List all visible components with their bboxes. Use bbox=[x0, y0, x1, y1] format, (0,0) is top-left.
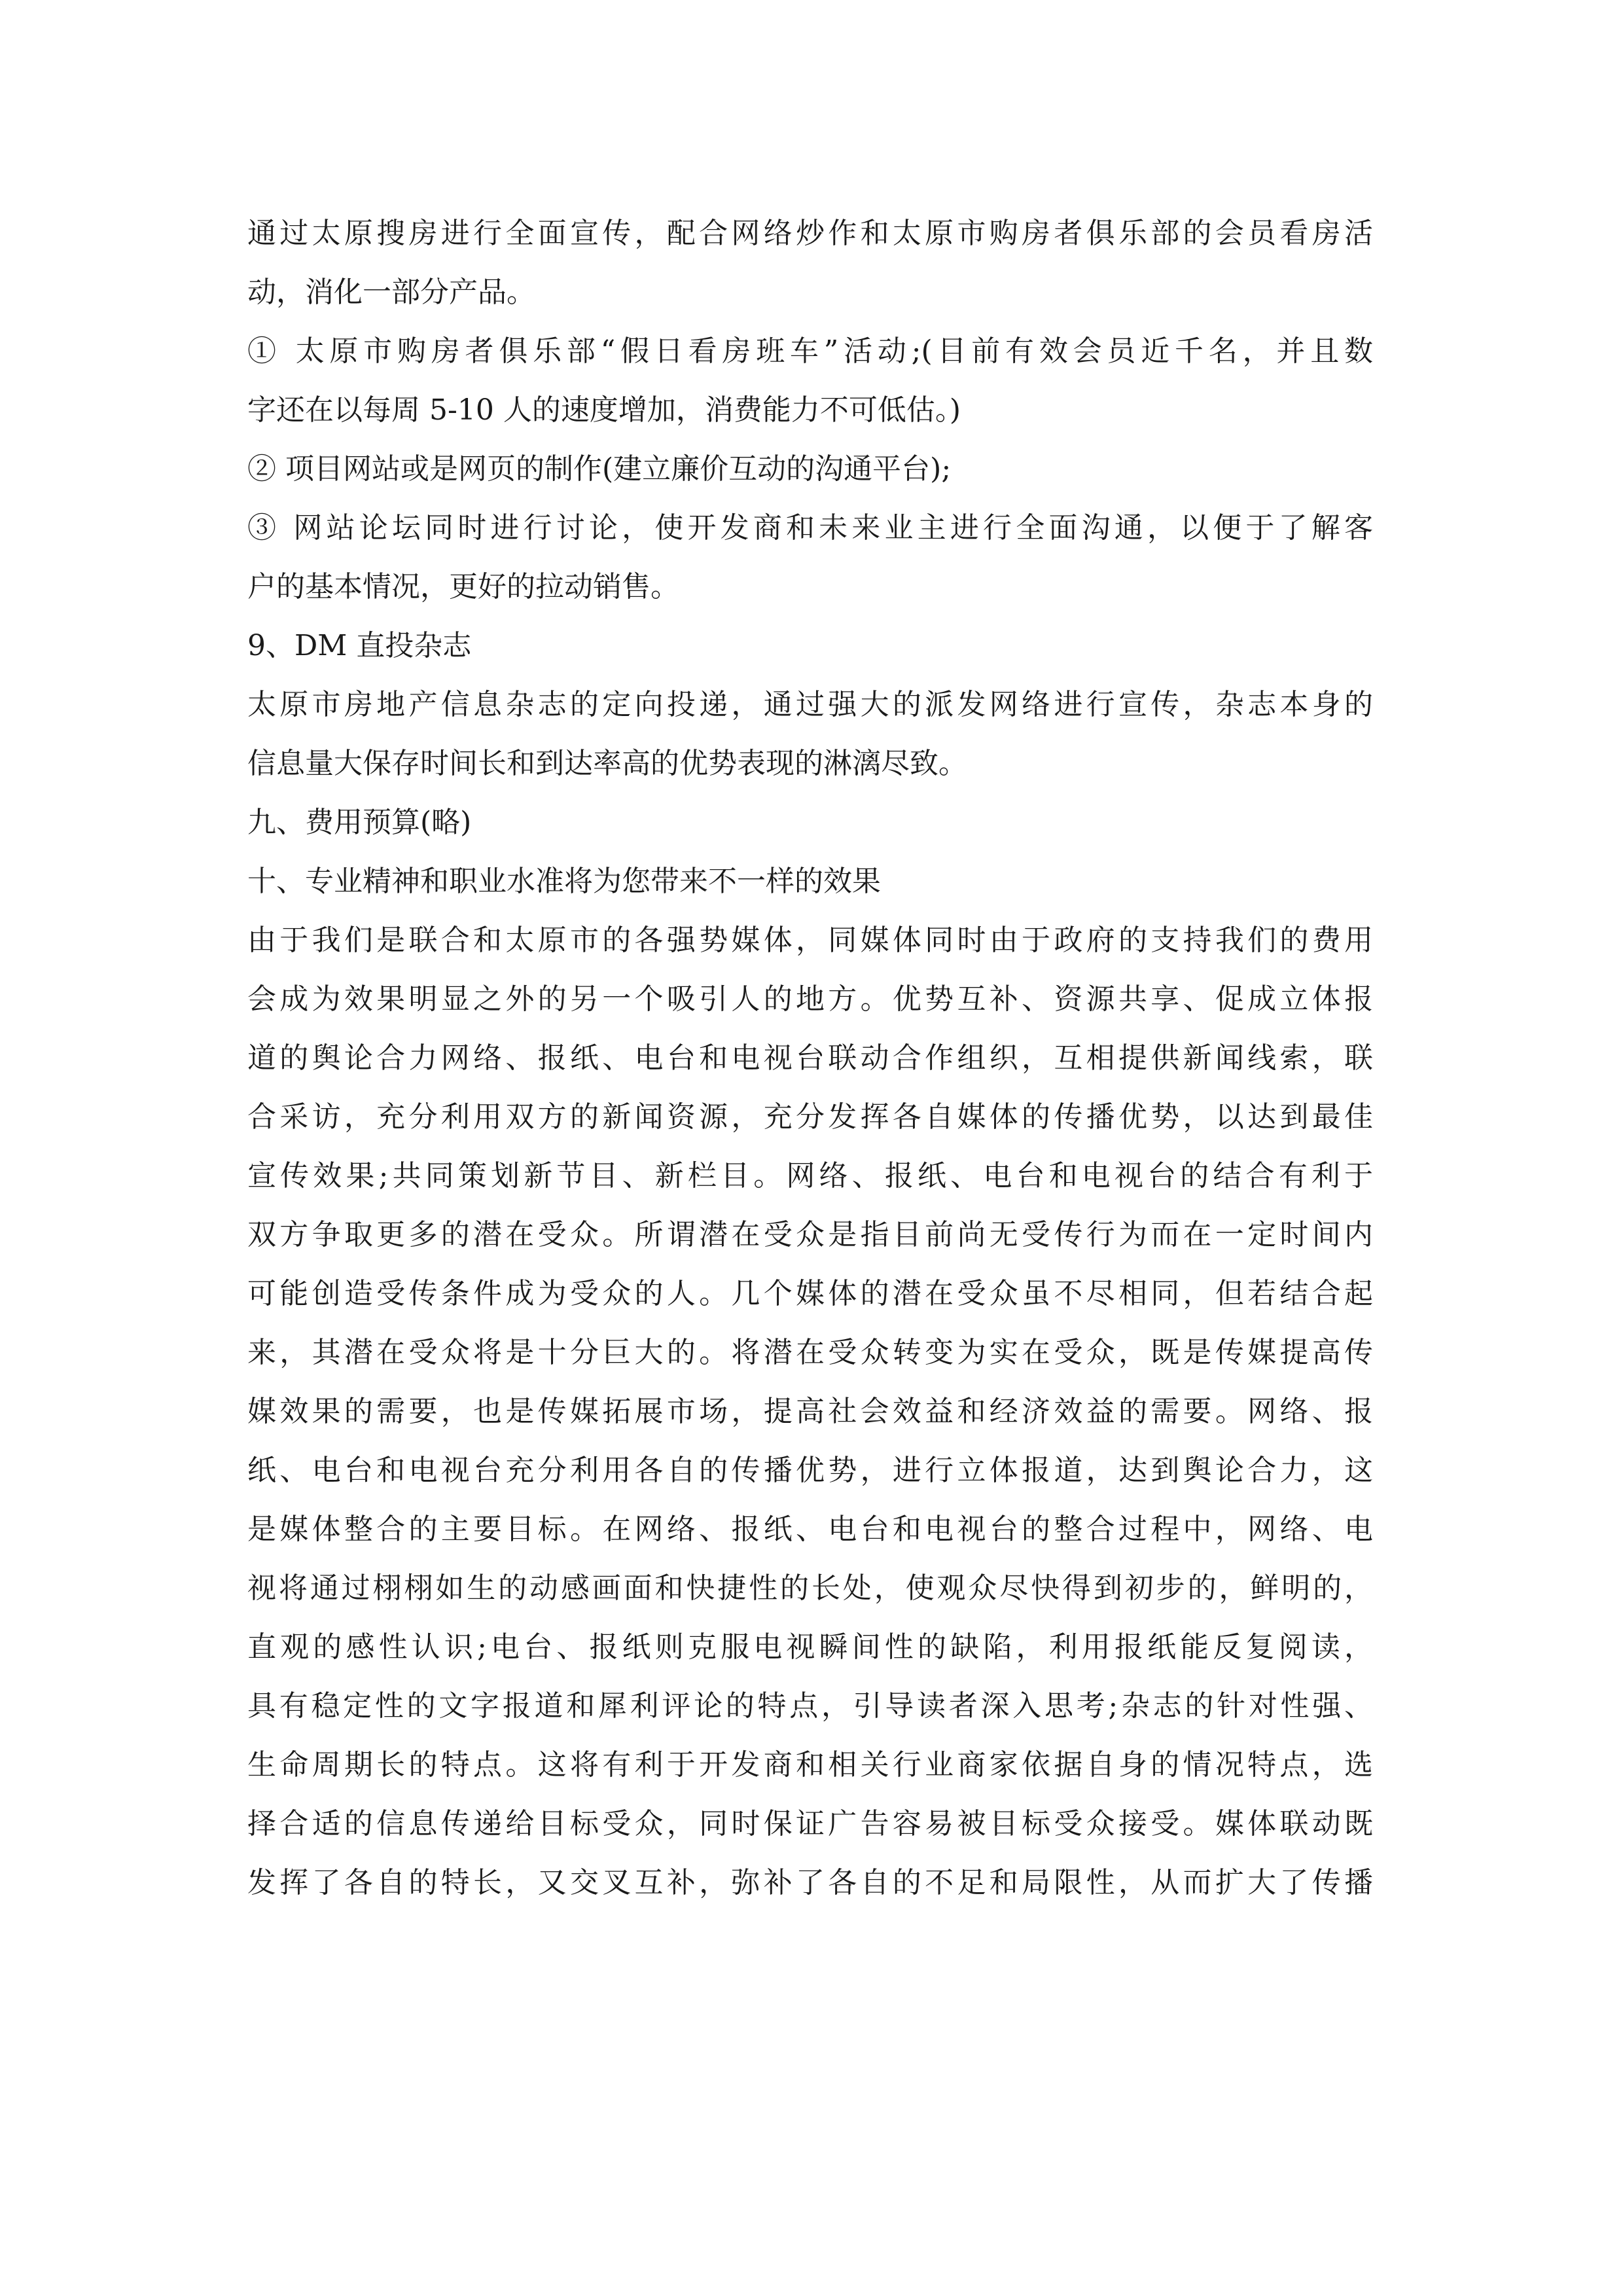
text-line: 择合适的信息传递给目标受众，同时保证广告容易被目标受众接受。媒体联动既 bbox=[247, 1807, 1373, 1840]
text-line: 信息量大保存时间长和到达率高的优势表现的淋漓尽致。 bbox=[247, 747, 967, 780]
text-line: 媒效果的需要，也是传媒拓展市场，提高社会效益和经济效益的需要。网络、报 bbox=[247, 1395, 1373, 1428]
text-line: 通过太原搜房进行全面宣传，配合网络炒作和太原市购房者俱乐部的会员看房活 bbox=[247, 217, 1373, 250]
text-line: 生命周期长的特点。这将有利于开发商和相关行业商家依据自身的情况特点，选 bbox=[247, 1748, 1373, 1782]
text-line: 可能创造受传条件成为受众的人。几个媒体的潜在受众虽不尽相同，但若结合起 bbox=[247, 1277, 1373, 1310]
list-item-line: ② 项目网站或是网页的制作(建立廉价互动的沟通平台); bbox=[247, 452, 952, 486]
text-line: 是媒体整合的主要目标。在网络、报纸、电台和电视台的整合过程中，网络、电 bbox=[247, 1513, 1373, 1546]
text-line: 道的舆论合力网络、报纸、电台和电视台联动合作组织，互相提供新闻线索，联 bbox=[247, 1041, 1373, 1075]
text-line: 视将通过栩栩如生的动感画面和快捷性的长处，使观众尽快得到初步的，鲜明的， bbox=[247, 1571, 1373, 1605]
section-heading: 十、专业精神和职业水准将为您带来不一样的效果 bbox=[247, 865, 881, 898]
section-heading: 九、费用预算(略) bbox=[247, 806, 472, 839]
text-line: 具有稳定性的文字报道和犀利评论的特点，引导读者深入思考;杂志的针对性强、 bbox=[247, 1689, 1373, 1723]
text-line: 太原市房地产信息杂志的定向投递，通过强大的派发网络进行宣传，杂志本身的 bbox=[247, 688, 1373, 721]
text-line: 会成为效果明显之外的另一个吸引人的地方。优势互补、资源共享、促成立体报 bbox=[247, 982, 1373, 1016]
text-line: 宣传效果;共同策划新节目、新栏目。网络、报纸、电台和电视台的结合有利于 bbox=[247, 1159, 1373, 1193]
text-line: 动，消化一部分产品。 bbox=[247, 276, 535, 309]
text-line: 来，其潜在受众将是十分巨大的。将潜在受众转变为实在受众，既是传媒提高传 bbox=[247, 1336, 1373, 1369]
document-body bbox=[247, 204, 1373, 1912]
list-item-line: ③ 网站论坛同时进行讨论，使开发商和未来业主进行全面沟通，以便于了解客 bbox=[247, 511, 1373, 545]
list-item-line: ① 太原市购房者俱乐部“假日看房班车”活动;(目前有效会员近千名，并且数 bbox=[247, 334, 1373, 368]
text-line: 纸、电台和电视台充分利用各自的传播优势，进行立体报道，达到舆论合力，这 bbox=[247, 1454, 1373, 1487]
text-line: 字还在以每周 5-10 人的速度增加，消费能力不可低估。) bbox=[247, 393, 961, 427]
text-line: 直观的感性认识;电台、报纸则克服电视瞬间性的缺陷，利用报纸能反复阅读， bbox=[247, 1630, 1373, 1664]
text-line: 户的基本情况，更好的拉动销售。 bbox=[247, 570, 679, 603]
text-line: 双方争取更多的潜在受众。所谓潜在受众是指目前尚无受传行为而在一定时间内 bbox=[247, 1218, 1373, 1251]
text-line: 由于我们是联合和太原市的各强势媒体，同媒体同时由于政府的支持我们的费用 bbox=[247, 924, 1373, 957]
text-line: 发挥了各自的特长，又交叉互补，弥补了各自的不足和局限性，从而扩大了传播 bbox=[247, 1866, 1373, 1899]
text-line: 合采访，充分利用双方的新闻资源，充分发挥各自媒体的传播优势，以达到最佳 bbox=[247, 1100, 1373, 1134]
section-heading: 9、DM 直投杂志 bbox=[247, 629, 472, 662]
